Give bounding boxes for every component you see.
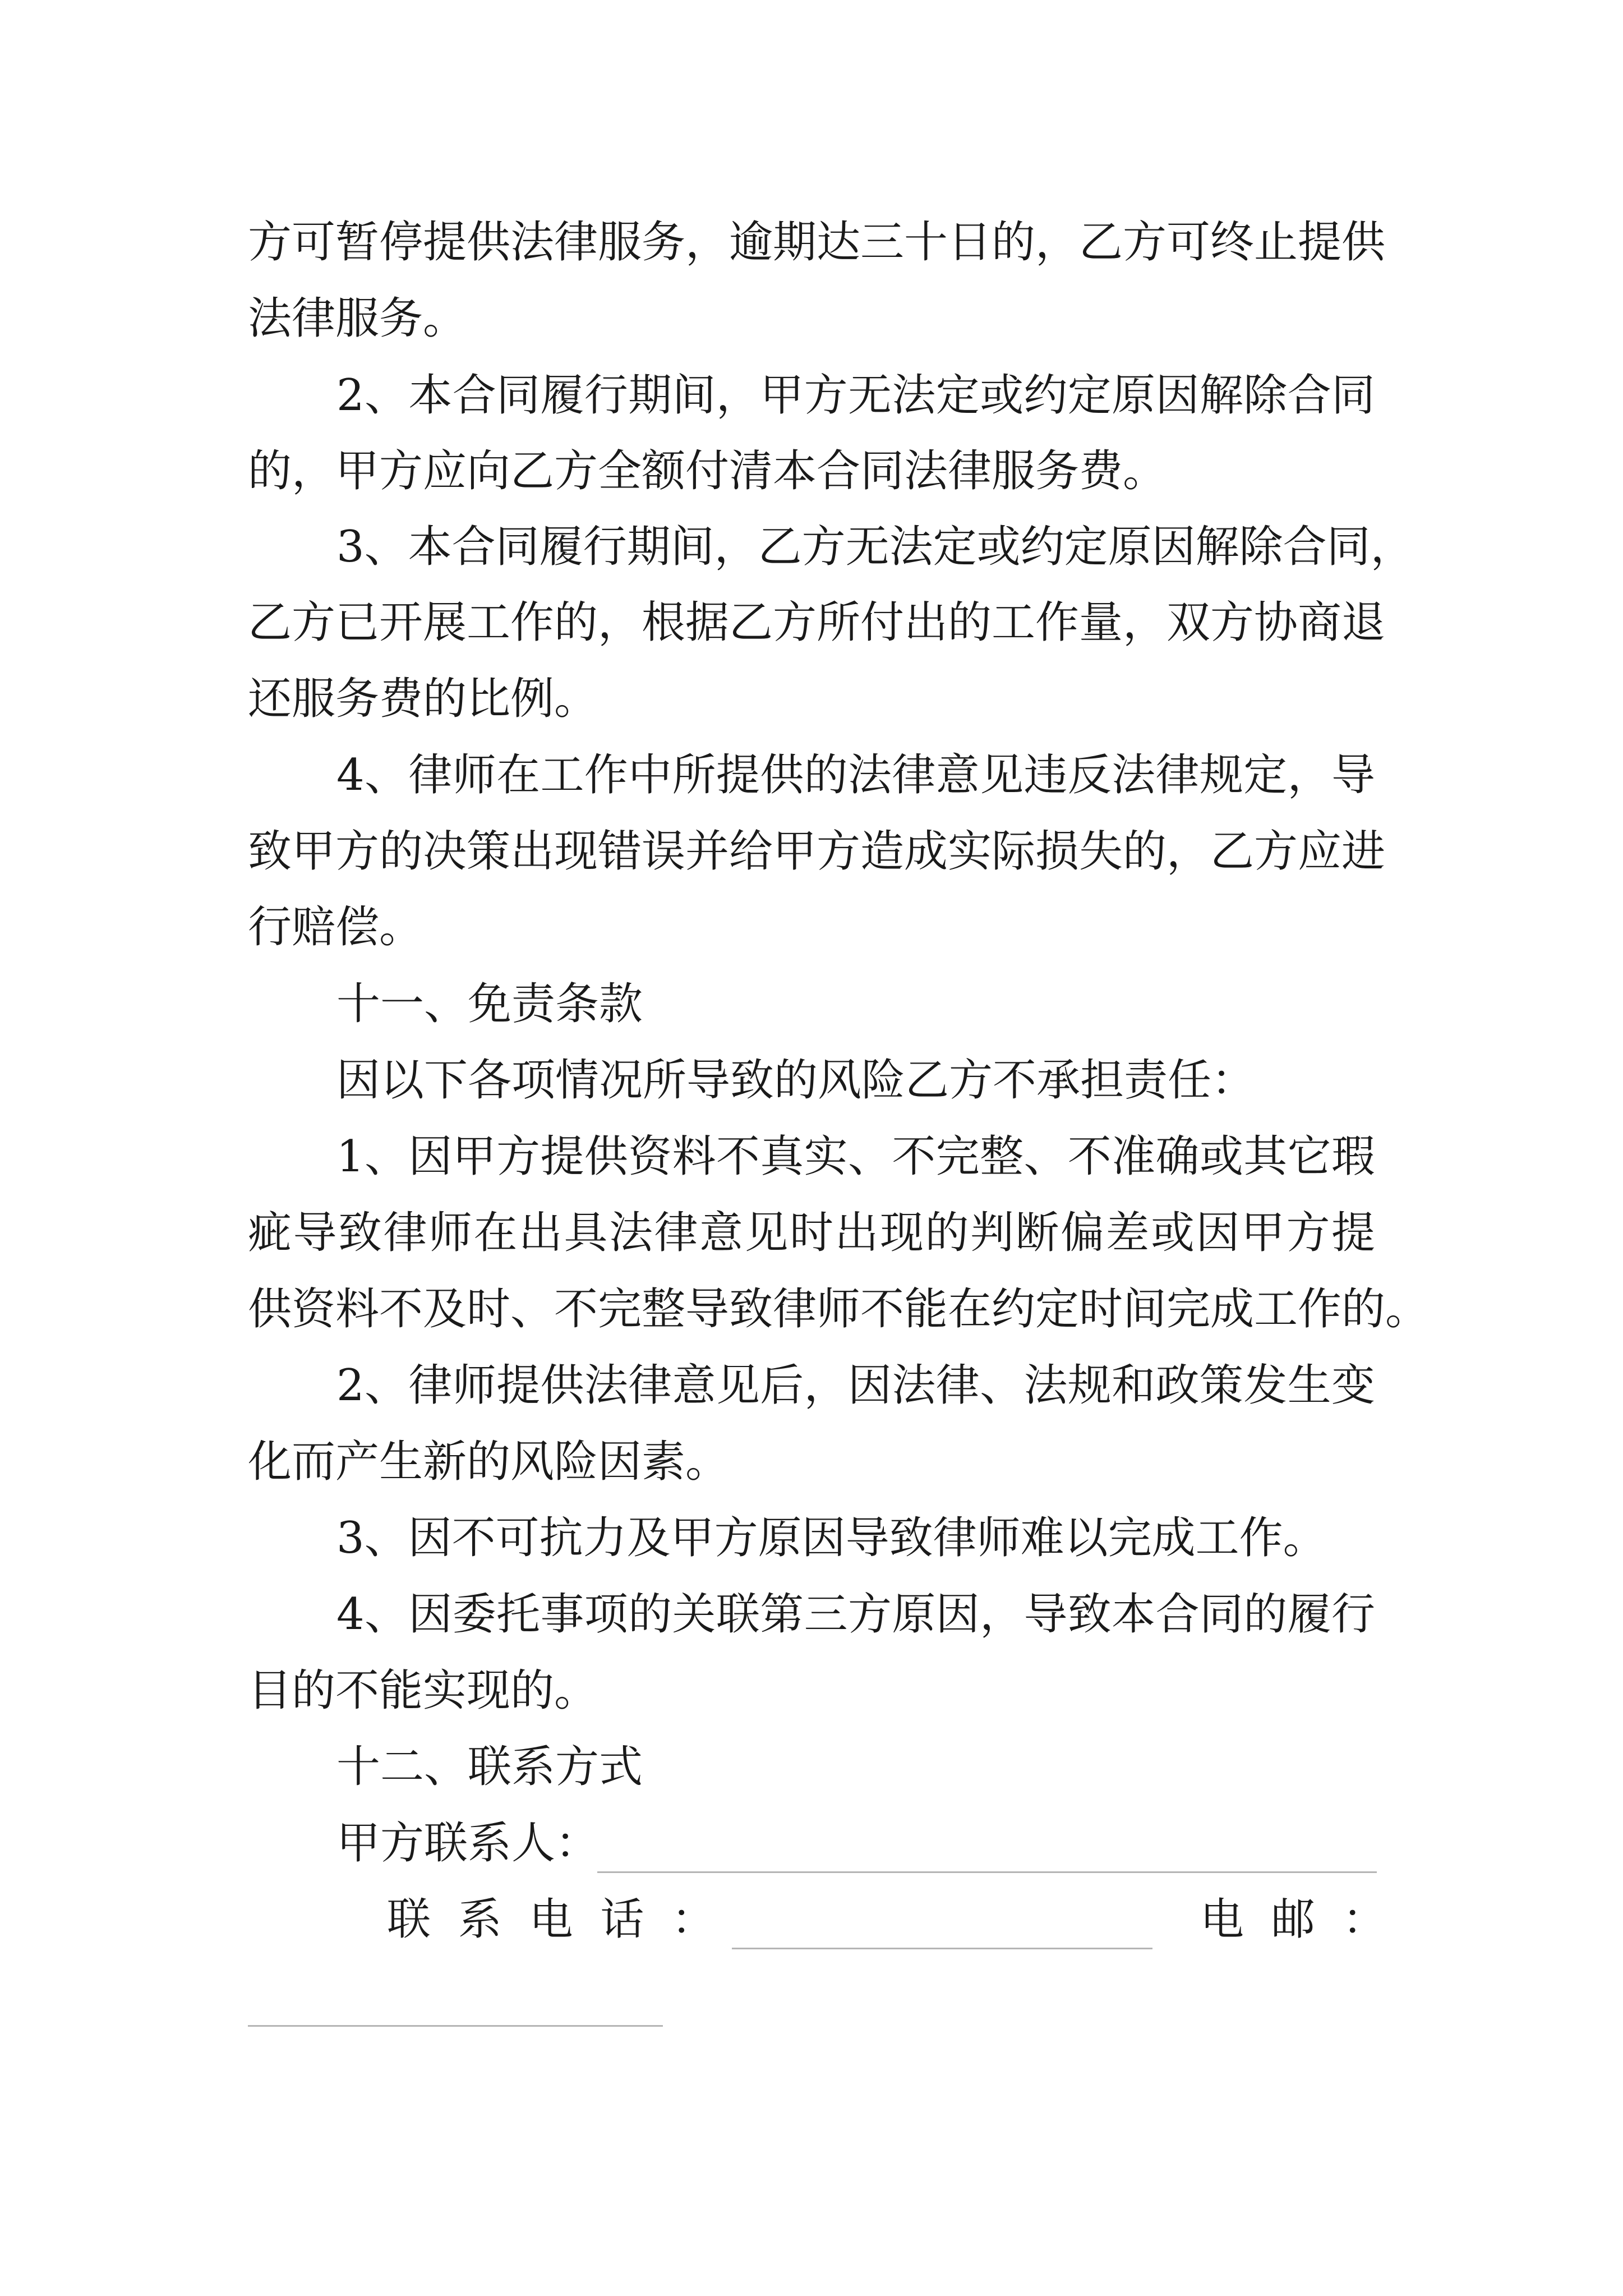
party-a-contact-label: 甲方联系人： [336, 1818, 600, 1869]
text-line: 疵导致律师在出具法律意见时出现的判断偏差或因甲方提 [248, 1208, 1375, 1258]
text-line: 4、因委托事项的关联第三方原因，导致本合同的履行 [336, 1589, 1375, 1640]
text-line: 2、律师提供法律意见后，因法律、法规和政策发生变 [336, 1360, 1375, 1411]
party-a-contact-blank[interactable] [597, 1871, 1377, 1873]
text-line: 4、律师在工作中所提供的法律意见违反法律规定，导 [336, 750, 1375, 800]
text-line: 因以下各项情况所导致的风险乙方不承担责任： [336, 1055, 1256, 1106]
text-line: 3、因不可抗力及甲方原因导致律师难以完成工作。 [336, 1513, 1327, 1563]
text-line: 致甲方的决策出现错误并给甲方造成实际损失的，乙方应进 [248, 826, 1386, 877]
text-line: 的，甲方应向乙方全额付清本合同法律服务费。 [248, 446, 1167, 496]
text-line: 目的不能实现的。 [248, 1665, 598, 1716]
text-line: 还服务费的比例。 [248, 674, 598, 724]
email-label: 电 邮 ： [1200, 1894, 1386, 1945]
text-line: 乙方已开展工作的，根据乙方所付出的工作量，双方协商退 [248, 597, 1386, 648]
text-line: 法律服务。 [248, 293, 467, 344]
text-line: 化而产生新的风险因素。 [248, 1437, 730, 1487]
phone-label: 联 系 电 话 ： [387, 1894, 716, 1945]
text-line: 行赔偿。 [248, 902, 423, 953]
phone-blank[interactable] [732, 1948, 1152, 1949]
text-line: 3、本合同履行期间，乙方无法定或约定原因解除合同， [336, 522, 1414, 572]
section-heading: 十二、联系方式 [336, 1742, 643, 1792]
text-line: 1、因甲方提供资料不真实、不完整、不准确或其它瑕 [336, 1131, 1375, 1182]
section-heading: 十一、免责条款 [336, 979, 643, 1029]
text-line: 方可暂停提供法律服务，逾期达三十日的，乙方可终止提供 [248, 217, 1386, 268]
text-line: 2、本合同履行期间，甲方无法定或约定原因解除合同 [336, 370, 1375, 421]
email-blank[interactable] [248, 2025, 663, 2027]
text-line: 供资料不及时、不完整导致律师不能在约定时间完成工作的。 [248, 1284, 1430, 1335]
